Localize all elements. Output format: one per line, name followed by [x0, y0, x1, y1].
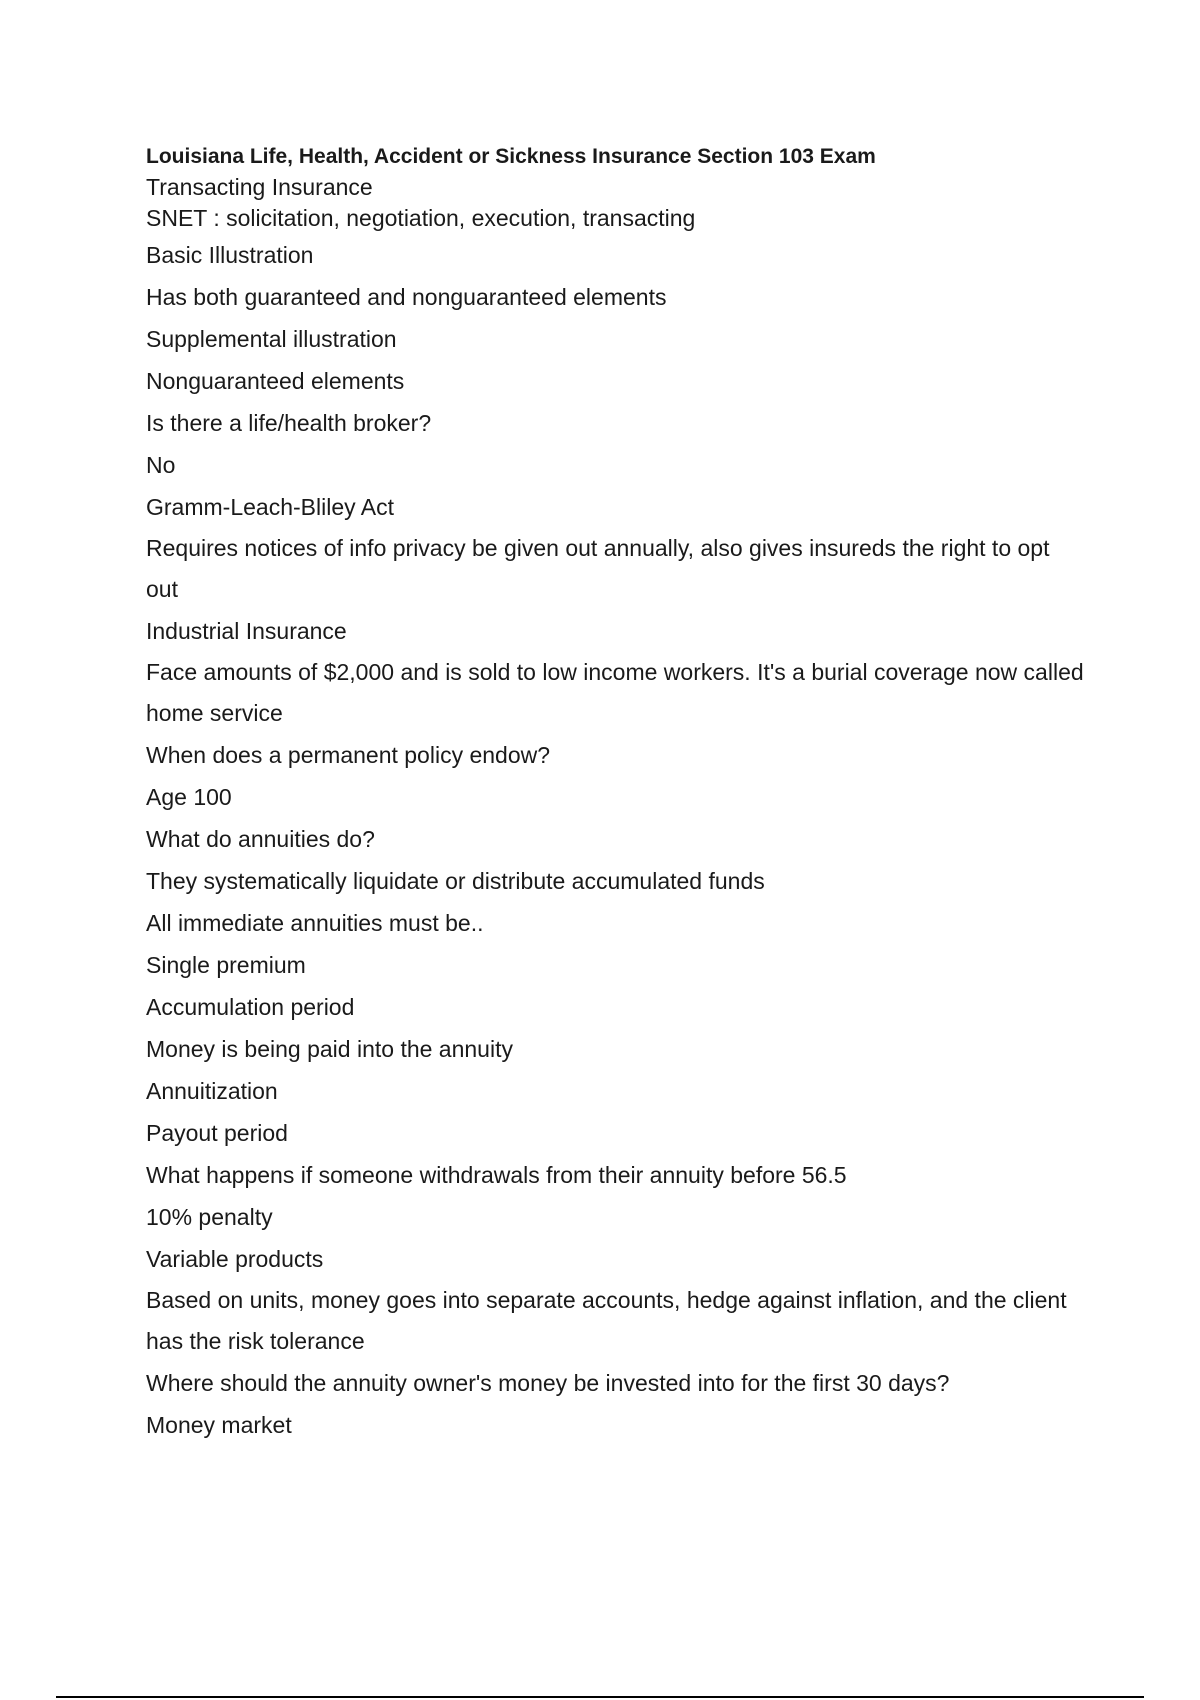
definition-line: Single premium	[146, 952, 306, 978]
definition-line: 10% penalty	[146, 1204, 273, 1230]
definition-line: SNET : solicitation, negotiation, execution, transacting	[146, 205, 696, 231]
definition-line: Money market	[146, 1412, 292, 1438]
definition-line: Has both guaranteed and nonguaranteed elements	[146, 284, 667, 310]
term-line: Gramm-Leach-Bliley Act	[146, 494, 394, 520]
term-line: What happens if someone withdrawals from their annuity before 56.5	[146, 1162, 847, 1188]
definition-line: No	[146, 452, 176, 478]
definition-line: Face amounts of $2,000 and is sold to low income workers. It's a burial coverage now called home service	[146, 659, 1084, 726]
term-line: All immediate annuities must be..	[146, 910, 484, 936]
definition-line: Requires notices of info privacy be given out annually, also gives insureds the right to opt out	[146, 535, 1050, 602]
term-line: Accumulation period	[146, 994, 355, 1020]
term-line: Basic Illustration	[146, 242, 314, 268]
definition-line: They systematically liquidate or distribute accumulated funds	[146, 868, 765, 894]
term-line: Variable products	[146, 1246, 324, 1272]
term-line: What do annuities do?	[146, 826, 375, 852]
document-title: Louisiana Life, Health, Accident or Sickness Insurance Section 103 Exam	[146, 145, 876, 168]
term-line: Where should the annuity owner's money be invested into for the first 30 days?	[146, 1370, 950, 1396]
definition-line: Money is being paid into the annuity	[146, 1036, 513, 1062]
definition-line: Nonguaranteed elements	[146, 368, 405, 394]
definition-line: Payout period	[146, 1120, 288, 1146]
document-body	[146, 142, 1086, 1446]
term-line: When does a permanent policy endow?	[146, 742, 551, 768]
term-line: Transacting Insurance	[146, 174, 373, 200]
term-line: Annuitization	[146, 1078, 278, 1104]
term-line: Is there a life/health broker?	[146, 410, 432, 436]
footer-divider	[56, 1696, 1144, 1698]
definition-line: Age 100	[146, 784, 232, 810]
term-line: Supplemental illustration	[146, 326, 397, 352]
definition-line: Based on units, money goes into separate accounts, hedge against inflation, and the client has the risk tolerance	[146, 1287, 1067, 1354]
term-line: Industrial Insurance	[146, 618, 347, 644]
